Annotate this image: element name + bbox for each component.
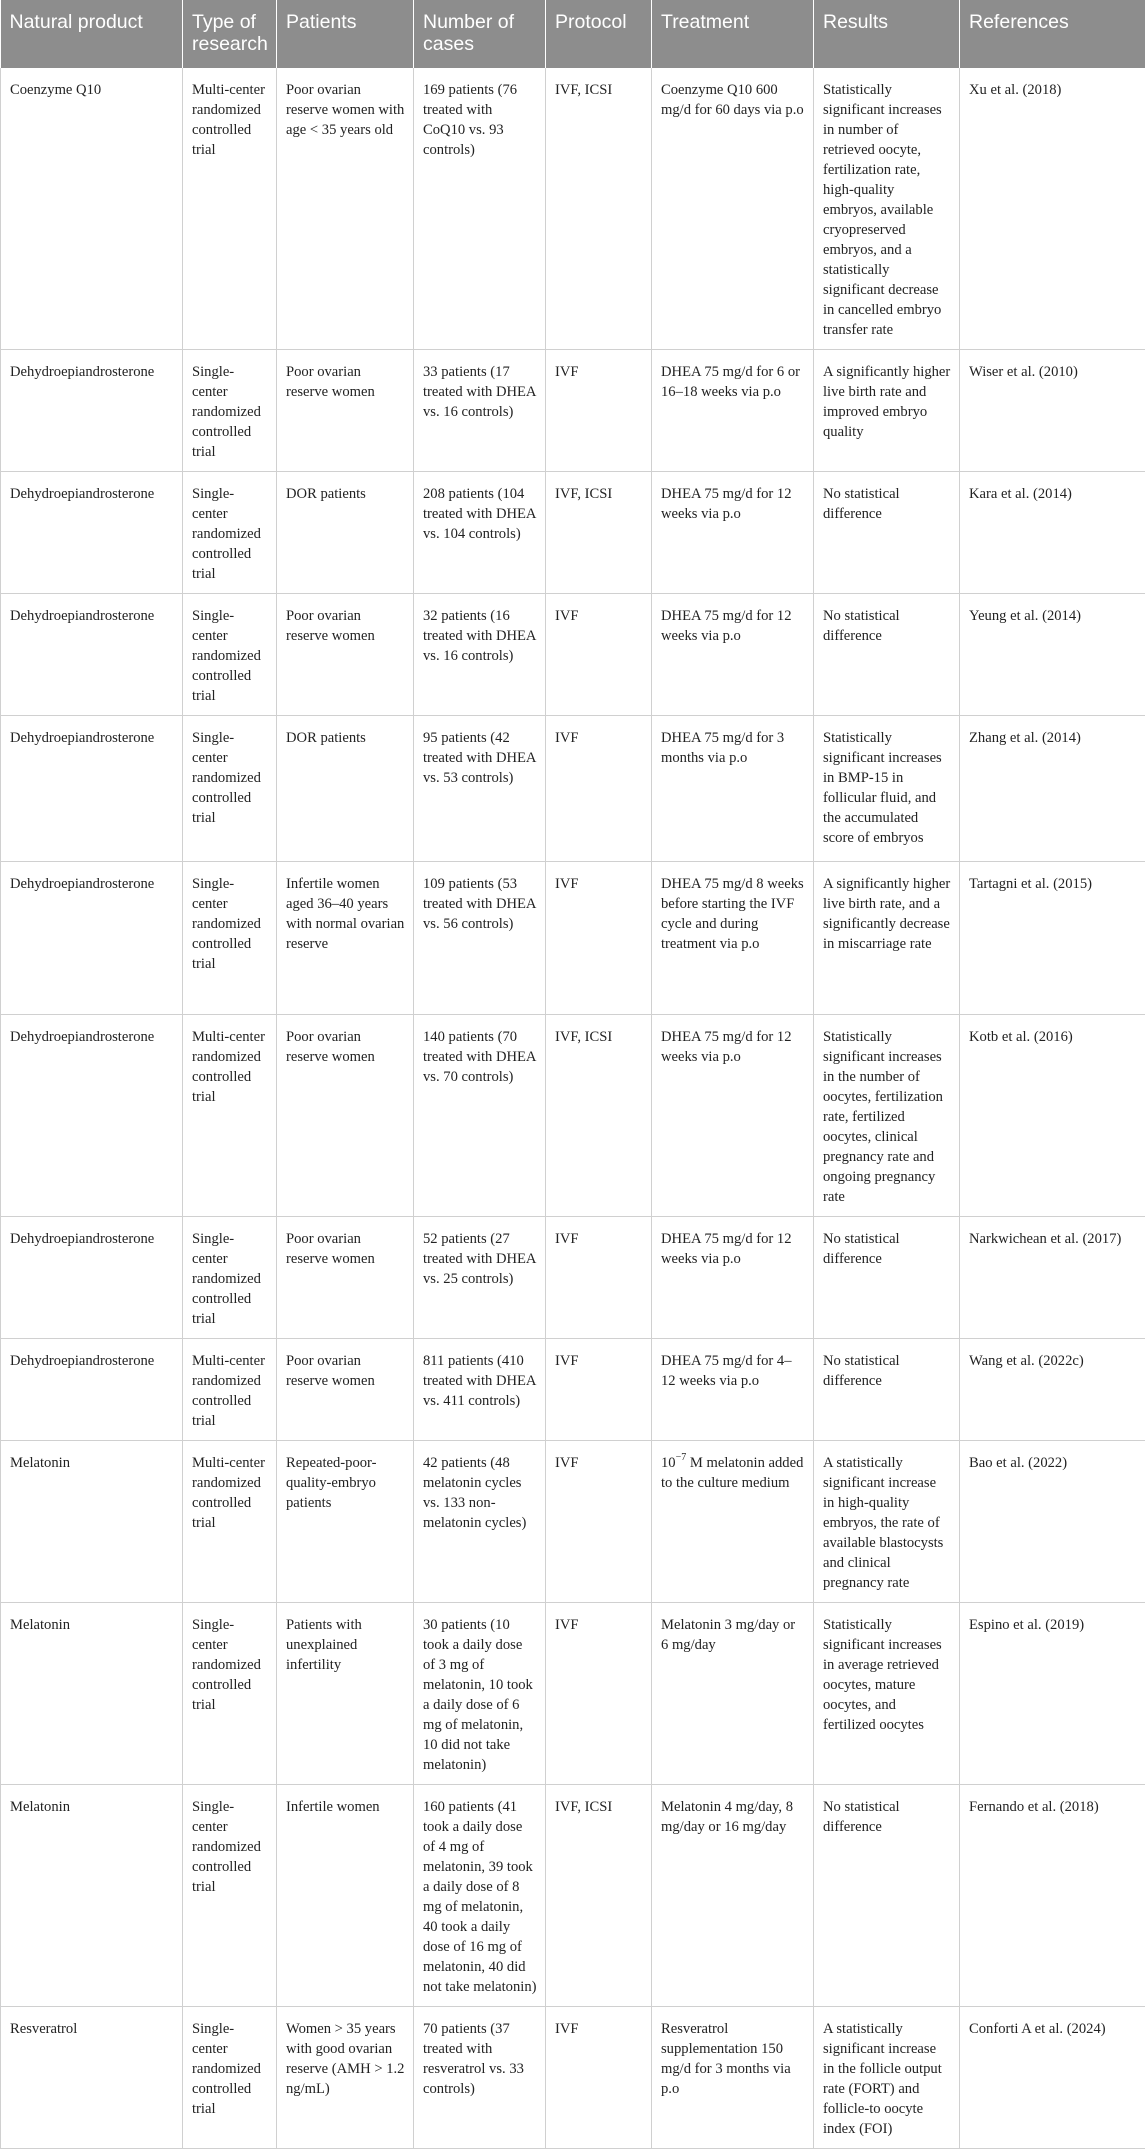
cell-product: Dehydroepiandrosterone <box>1 862 183 1015</box>
cell-treatment: Resveratrol supplementation 150 mg/d for 3 months via p.o <box>652 2007 814 2149</box>
cell-cases: 95 patients (42 treated with DHEA vs. 53 controls) <box>414 716 546 862</box>
table-row <box>1 68 1145 350</box>
cell-research: Single-center randomized controlled trial <box>183 2007 277 2149</box>
cell-product: Melatonin <box>1 1785 183 2007</box>
cell-treatment: DHEA 75 mg/d for 4–12 weeks via p.o <box>652 1339 814 1441</box>
cell-treatment <box>652 1441 814 1603</box>
cell-product: Melatonin <box>1 1441 183 1603</box>
cell-protocol: IVF <box>546 1339 652 1441</box>
cell-patients: Poor ovarian reserve women <box>277 1217 414 1339</box>
cell-treatment: DHEA 75 mg/d for 12 weeks via p.o <box>652 472 814 594</box>
cell-protocol: IVF <box>546 2007 652 2149</box>
cell-reference: Kotb et al. (2016) <box>960 1015 1145 1217</box>
cell-reference: Wiser et al. (2010) <box>960 350 1145 472</box>
cell-protocol: IVF <box>546 716 652 862</box>
cell-results: No statistical difference <box>814 594 960 716</box>
cell-product: Dehydroepiandrosterone <box>1 716 183 862</box>
cell-cases: 30 patients (10 took a daily dose of 3 mg of melatonin, 10 took a daily dose of 6 mg of melatonin, 10 did not take melatonin) <box>414 1603 546 1785</box>
cell-research: Single-center randomized controlled trial <box>183 1217 277 1339</box>
cell-protocol: IVF <box>546 1441 652 1603</box>
cell-results: A significantly higher live birth rate, and a significantly decrease in miscarriage rate <box>814 862 960 1015</box>
header-protocol: Protocol <box>546 0 652 68</box>
cell-results: Statistically significant increases in average retrieved oocytes, mature oocytes, and fertilized oocytes <box>814 1603 960 1785</box>
header-type-of-research: Type of research <box>183 0 277 68</box>
cell-patients: Poor ovarian reserve women <box>277 1339 414 1441</box>
cell-treatment: DHEA 75 mg/d for 6 or 16–18 weeks via p.o <box>652 350 814 472</box>
cell-patients: Poor ovarian reserve women with age < 35 years old <box>277 68 414 350</box>
cell-treatment: DHEA 75 mg/d for 3 months via p.o <box>652 716 814 862</box>
cell-treatment: DHEA 75 mg/d 8 weeks before starting the IVF cycle and during treatment via p.o <box>652 862 814 1015</box>
cell-research: Multi-center randomized controlled trial <box>183 1339 277 1441</box>
cell-protocol: IVF, ICSI <box>546 472 652 594</box>
cell-product: Dehydroepiandrosterone <box>1 1015 183 1217</box>
cell-treatment: Melatonin 4 mg/day, 8 mg/day or 16 mg/day <box>652 1785 814 2007</box>
table-row <box>1 1785 1145 2007</box>
header-references: References <box>960 0 1145 68</box>
cell-research: Multi-center randomized controlled trial <box>183 1441 277 1603</box>
cell-reference: Kara et al. (2014) <box>960 472 1145 594</box>
cell-patients: Poor ovarian reserve women <box>277 594 414 716</box>
table-row <box>1 472 1145 594</box>
cell-cases: 70 patients (37 treated with resveratrol vs. 33 controls) <box>414 2007 546 2149</box>
cell-results: Statistically significant increases in the number of oocytes, fertilization rate, fertilized oocytes, clinical pregnancy rate and ongoing pregnancy rate <box>814 1015 960 1217</box>
cell-product: Melatonin <box>1 1603 183 1785</box>
cell-cases: 208 patients (104 treated with DHEA vs. 104 controls) <box>414 472 546 594</box>
cell-product: Dehydroepiandrosterone <box>1 594 183 716</box>
cell-results: Statistically significant increases in BMP-15 in follicular fluid, and the accumulated score of embryos <box>814 716 960 862</box>
cell-cases: 109 patients (53 treated with DHEA vs. 56 controls) <box>414 862 546 1015</box>
cell-product: Resveratrol <box>1 2007 183 2149</box>
cell-cases: 140 patients (70 treated with DHEA vs. 70 controls) <box>414 1015 546 1217</box>
cell-cases: 169 patients (76 treated with CoQ10 vs. 93 controls) <box>414 68 546 350</box>
cell-cases: 32 patients (16 treated with DHEA vs. 16 controls) <box>414 594 546 716</box>
cell-patients: DOR patients <box>277 716 414 862</box>
cell-reference: Conforti A et al. (2024) <box>960 2007 1145 2149</box>
cell-results: No statistical difference <box>814 1339 960 1441</box>
cell-patients: Repeated-poor-quality-embryo patients <box>277 1441 414 1603</box>
cell-reference: Narkwichean et al. (2017) <box>960 1217 1145 1339</box>
cell-treatment: DHEA 75 mg/d for 12 weeks via p.o <box>652 594 814 716</box>
table-row <box>1 1603 1145 1785</box>
cell-patients: Patients with unexplained infertility <box>277 1603 414 1785</box>
cell-product: Dehydroepiandrosterone <box>1 350 183 472</box>
cell-results: No statistical difference <box>814 472 960 594</box>
cell-reference: Zhang et al. (2014) <box>960 716 1145 862</box>
cell-research: Single-center randomized controlled trial <box>183 594 277 716</box>
table-row <box>1 1441 1145 1603</box>
header-natural-product: Natural product <box>1 0 183 68</box>
header-patients: Patients <box>277 0 414 68</box>
cell-protocol: IVF <box>546 1603 652 1785</box>
treatment-exponent: −7 <box>676 1452 687 1463</box>
cell-protocol: IVF, ICSI <box>546 1785 652 2007</box>
table-row <box>1 1015 1145 1217</box>
cell-protocol: IVF <box>546 862 652 1015</box>
cell-product: Dehydroepiandrosterone <box>1 1339 183 1441</box>
cell-reference: Xu et al. (2018) <box>960 68 1145 350</box>
cell-protocol: IVF, ICSI <box>546 1015 652 1217</box>
cell-patients: Women > 35 years with good ovarian reserve (AMH > 1.2 ng/mL) <box>277 2007 414 2149</box>
cell-treatment: Coenzyme Q10 600 mg/d for 60 days via p.o <box>652 68 814 350</box>
header-treatment: Treatment <box>652 0 814 68</box>
cell-treatment: DHEA 75 mg/d for 12 weeks via p.o <box>652 1217 814 1339</box>
treatment-base: 10 <box>661 1455 676 1471</box>
header-number-of-cases: Number of cases <box>414 0 546 68</box>
cell-reference: Tartagni et al. (2015) <box>960 862 1145 1015</box>
cell-results: A statistically significant increase in high-quality embryos, the rate of available blastocysts and clinical pregnancy rate <box>814 1441 960 1603</box>
table-header-row <box>1 0 1145 68</box>
cell-protocol: IVF <box>546 350 652 472</box>
cell-results: No statistical difference <box>814 1217 960 1339</box>
cell-research: Single-center randomized controlled trial <box>183 1785 277 2007</box>
cell-reference: Fernando et al. (2018) <box>960 1785 1145 2007</box>
table-row <box>1 594 1145 716</box>
table-row <box>1 2007 1145 2149</box>
cell-research: Single-center randomized controlled trial <box>183 862 277 1015</box>
cell-research: Multi-center randomized controlled trial <box>183 68 277 350</box>
table-row <box>1 1217 1145 1339</box>
cell-patients: DOR patients <box>277 472 414 594</box>
cell-treatment: Melatonin 3 mg/day or 6 mg/day <box>652 1603 814 1785</box>
cell-product: Coenzyme Q10 <box>1 68 183 350</box>
table-row <box>1 1339 1145 1441</box>
cell-reference: Wang et al. (2022c) <box>960 1339 1145 1441</box>
cell-product: Dehydroepiandrosterone <box>1 472 183 594</box>
cell-research: Single-center randomized controlled trial <box>183 1603 277 1785</box>
cell-cases: 52 patients (27 treated with DHEA vs. 25 controls) <box>414 1217 546 1339</box>
cell-research: Single-center randomized controlled trial <box>183 472 277 594</box>
cell-treatment: DHEA 75 mg/d for 12 weeks via p.o <box>652 1015 814 1217</box>
cell-protocol: IVF, ICSI <box>546 68 652 350</box>
cell-results: Statistically significant increases in number of retrieved oocyte, fertilization rate, high-quality embryos, available cryopreserved embryos, and a statistically significant decrease in cancelled embryo transfer rate <box>814 68 960 350</box>
cell-patients: Infertile women aged 36–40 years with normal ovarian reserve <box>277 862 414 1015</box>
cell-reference: Espino et al. (2019) <box>960 1603 1145 1785</box>
table-row <box>1 350 1145 472</box>
cell-research: Single-center randomized controlled trial <box>183 716 277 862</box>
cell-patients: Infertile women <box>277 1785 414 2007</box>
cell-research: Multi-center randomized controlled trial <box>183 1015 277 1217</box>
cell-reference: Bao et al. (2022) <box>960 1441 1145 1603</box>
cell-results: A significantly higher live birth rate and improved embryo quality <box>814 350 960 472</box>
cell-product: Dehydroepiandrosterone <box>1 1217 183 1339</box>
cell-patients: Poor ovarian reserve women <box>277 350 414 472</box>
cell-protocol: IVF <box>546 1217 652 1339</box>
header-results: Results <box>814 0 960 68</box>
treatment-text: M melatonin added to the culture medium <box>661 1455 803 1491</box>
cell-cases: 811 patients (410 treated with DHEA vs. 411 controls) <box>414 1339 546 1441</box>
cell-results: A statistically significant increase in the follicle output rate (FORT) and follicle-to oocyte index (FOI) <box>814 2007 960 2149</box>
cell-patients: Poor ovarian reserve women <box>277 1015 414 1217</box>
cell-reference: Yeung et al. (2014) <box>960 594 1145 716</box>
table-row <box>1 862 1145 1015</box>
cell-cases: 160 patients (41 took a daily dose of 4 mg of melatonin, 39 took a daily dose of 8 mg of melatonin, 40 took a daily dose of 16 mg of melatonin, 40 did not take melatonin) <box>414 1785 546 2007</box>
cell-cases: 33 patients (17 treated with DHEA vs. 16 controls) <box>414 350 546 472</box>
cell-protocol: IVF <box>546 594 652 716</box>
cell-research: Single-center randomized controlled trial <box>183 350 277 472</box>
cell-cases: 42 patients (48 melatonin cycles vs. 133 non-melatonin cycles) <box>414 1441 546 1603</box>
cell-results: No statistical difference <box>814 1785 960 2007</box>
table-row <box>1 716 1145 862</box>
